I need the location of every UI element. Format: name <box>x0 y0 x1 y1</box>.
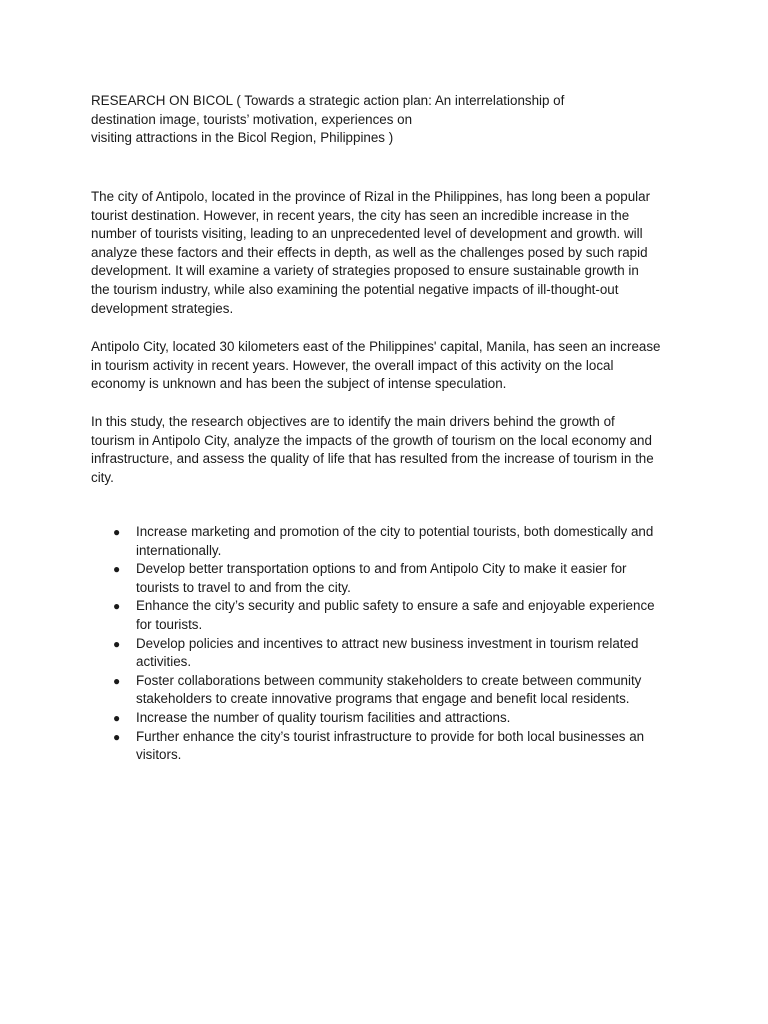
document-title <box>91 92 691 148</box>
list-item-line: visitors. <box>136 747 182 763</box>
list-item-line: Enhance the city’s security and public safety to ensure a safe and enjoyable experience <box>136 598 655 614</box>
paragraph-line: tourism in Antipolo City, analyze the impacts of the growth of tourism on the local economy and <box>91 432 652 448</box>
paragraph-line: the tourism industry, while also examining the potential negative impacts of ill-thought-out <box>91 281 619 297</box>
paragraph-introduction <box>91 188 691 318</box>
list-item-line: activities. <box>136 654 192 670</box>
paragraph-line: analyze these factors and their effects in depth, as well as the challenges posed by such rapid <box>91 244 648 260</box>
list-item <box>91 728 711 765</box>
bullet-icon: ● <box>113 729 121 744</box>
paragraph-line: development strategies. <box>91 300 234 316</box>
bullet-icon: ● <box>113 525 121 539</box>
list-item <box>91 597 711 634</box>
title-line: visiting attractions in the Bicol Region, Philippines ) <box>91 130 394 146</box>
paragraph-line: economy is unknown and has been the subject of intense speculation. <box>91 376 507 392</box>
paragraph-line: in tourism activity in recent years. However, the overall impact of this activity on the local <box>91 357 614 373</box>
list-item-line: for tourists. <box>136 616 203 632</box>
list-item-line: internationally. <box>136 542 222 558</box>
title-line: RESEARCH ON BICOL ( Towards a strategic action plan: An interrelationship of <box>91 93 565 108</box>
paragraph-line: In this study, the research objectives are to identify the main drivers behind the growth of <box>91 414 615 429</box>
list-item-line: tourists to travel to and from the city. <box>136 579 351 595</box>
paragraph-line: tourist destination. However, in recent years, the city has seen an incredible increase in the <box>91 207 630 223</box>
list-item-line: Increase the number of quality tourism facilities and attractions. <box>136 709 511 725</box>
list-item-line: Develop better transportation options to and from Antipolo City to make it easier for <box>136 561 627 577</box>
list-item-line: Increase marketing and promotion of the city to potential tourists, both domestically and <box>136 524 654 539</box>
bullet-icon: ● <box>113 710 121 725</box>
list-item <box>91 709 711 728</box>
bullet-icon: ● <box>113 562 121 577</box>
bullet-icon: ● <box>113 599 121 614</box>
list-item <box>91 672 711 709</box>
strategy-bullet-list <box>91 523 711 765</box>
paragraph-line: number of tourists visiting, leading to an unprecedented level of development and growth. will <box>91 226 643 242</box>
list-item-line: stakeholders to create innovative programs that engage and benefit local residents. <box>136 691 630 707</box>
paragraph-line: The city of Antipolo, located in the province of Rizal in the Philippines, has long been a popular <box>91 189 651 204</box>
paragraph-line: city. <box>91 469 114 485</box>
list-item <box>91 635 711 672</box>
title-line: destination image, tourists’ motivation, experiences on <box>91 111 413 127</box>
paragraph-line: development. It will examine a variety of strategies proposed to ensure sustainable growth in <box>91 263 639 279</box>
paragraph-antipolo-city <box>91 338 691 394</box>
list-item <box>91 523 711 560</box>
list-item-line: Further enhance the city’s tourist infrastructure to provide for both local businesses an <box>136 728 645 744</box>
list-item-line: Foster collaborations between community stakeholders to create between community <box>136 672 642 688</box>
list-item <box>91 560 711 597</box>
paragraph-line: infrastructure, and assess the quality of life that has resulted from the increase of tourism in the <box>91 451 654 467</box>
bullet-icon: ● <box>113 673 121 688</box>
paragraph-research-objectives <box>91 413 691 487</box>
paragraph-line: Antipolo City, located 30 kilometers east of the Philippines' capital, Manila, has seen an increase <box>91 339 661 354</box>
list-item-line: Develop policies and incentives to attract new business investment in tourism related <box>136 635 639 651</box>
bullet-icon: ● <box>113 636 121 651</box>
